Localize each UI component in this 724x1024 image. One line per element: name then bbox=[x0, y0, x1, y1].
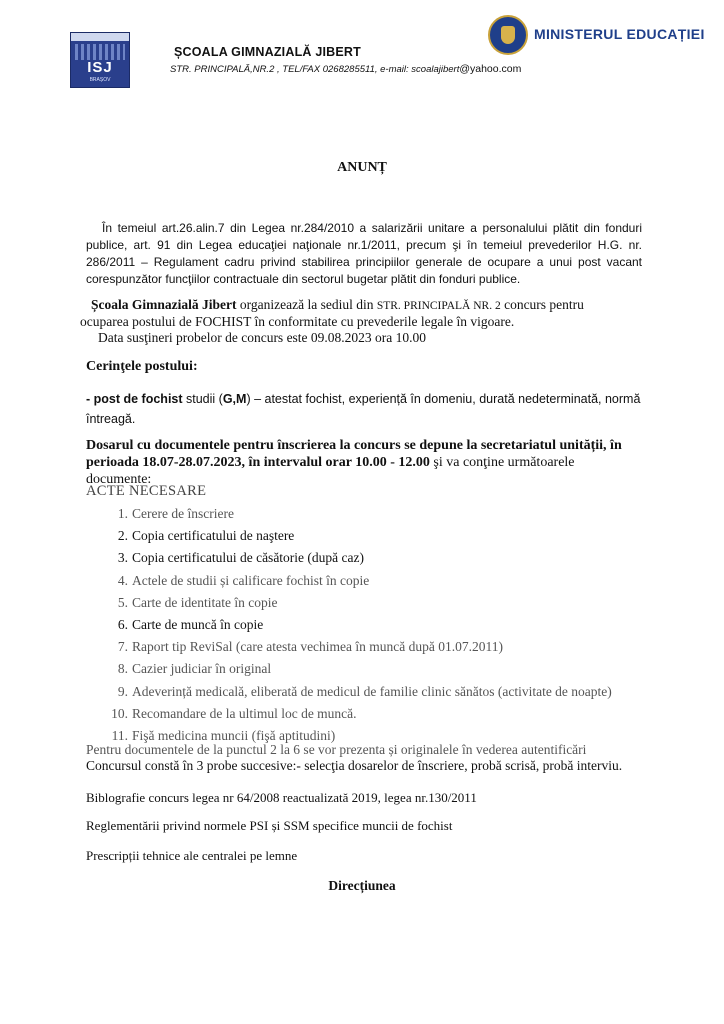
list-item: 3. Copia certificatului de căsătorie (după caz) bbox=[117, 550, 365, 566]
acts-heading: ACTE NECESARE bbox=[86, 483, 207, 499]
regulations: Reglementării privind normele PSI și SSM specifice muncii de fochist bbox=[86, 818, 453, 833]
list-item: 5. Carte de identitate în copie bbox=[117, 594, 278, 610]
school-address bbox=[170, 63, 521, 75]
originals-note: Pentru documentele de la punctul 2 la 6 se vor prezenta și originalele în vederea autentificări bbox=[86, 742, 587, 757]
isj-logo-subtext: BRAȘOV bbox=[89, 77, 111, 83]
dossier-bold-text: Dosarul cu documentele pentru înscrierea la concurs se depune la secretariatul unității, în perioada 18.07-28.07.2023, în intervalul orar 10.00 - 12.00 bbox=[86, 438, 622, 470]
school-address-text: STR. PRINCIPALĂ,NR.2 , TEL/FAX 0268285511, e-mail: scoalajibert bbox=[170, 64, 460, 75]
ministry-emblem-icon bbox=[488, 15, 528, 55]
prescriptions: Prescripții tehnice ale centralei pe lemne bbox=[86, 848, 298, 863]
organizer-school: Școala Gimnazială Jibert bbox=[91, 297, 237, 312]
bibliography: Biblografie concurs legea nr 64/2008 reactualizată 2019, legea nr.130/2011 bbox=[86, 790, 477, 805]
email-domain: @yahoo.com bbox=[459, 63, 522, 75]
organizer-text-2: concurs pentru bbox=[500, 297, 584, 312]
signature-title: Direcțiunea bbox=[328, 878, 396, 893]
list-item: 2. Copia certificatului de naştere bbox=[117, 528, 295, 544]
requirements-heading: Cerinţele postului: bbox=[86, 359, 198, 374]
list-item: 1. Cerere de înscriere bbox=[117, 506, 234, 521]
list-item: 10. Recomandare de la ultimul loc de muncă. bbox=[111, 705, 357, 721]
contest-stages: Concursul constă în 3 probe succesive:- selecţia dosarelor de înscriere, probă scrisă, probă interviu. bbox=[86, 758, 623, 773]
list-item: 6. Carte de muncă în copie bbox=[117, 616, 264, 632]
isj-logo-text: ISJ bbox=[87, 59, 113, 76]
list-item: 7. Raport tip ReviSal (care atesta vechimea în muncă după 01.07.2011) bbox=[117, 639, 504, 655]
list-item: 8. Cazier judiciar în original bbox=[117, 661, 272, 677]
studies-code: G,M bbox=[222, 392, 247, 406]
post-label: - post de fochist bbox=[86, 392, 183, 406]
school-name: ȘCOALA GIMNAZIALĂ JIBERT bbox=[174, 45, 361, 59]
requirement-details: ) – atestat fochist, experiență în domeniu, durată nedeterminată, normă întreagă. bbox=[86, 392, 641, 426]
document-title: ANUNȚ bbox=[337, 160, 387, 175]
list-item: 11. Fişă medicina muncii (fişă aptitudini) bbox=[111, 727, 336, 743]
list-item: 9. Adeverință medicală, eliberată de medicul de familie clinic sănătos (activitate de noapte) bbox=[117, 683, 612, 699]
acts-list bbox=[104, 505, 612, 749]
organizer-paragraph bbox=[80, 297, 640, 329]
dossier-paragraph bbox=[86, 437, 642, 488]
exam-date: Data susţineri probelor de concurs este 09.08.2023 ora 10.00 bbox=[98, 330, 427, 345]
ministry-name: MINISTERUL EDUCAȚIEI bbox=[534, 26, 705, 42]
organizer-street: STR. PRINCIPALĂ NR. 2 bbox=[376, 300, 501, 312]
organizer-line-2: ocuparea postului de FOCHIST în conformitate cu prevederile legale în vigoare. bbox=[80, 314, 515, 329]
legal-basis-paragraph: În temeiul art.26.alin.7 din Legea nr.284/2010 a salarizării unitare a personalului plătit din fonduri publice, art. 91 din Legea educaţiei naţionale nr.1/2011, precum şi în temeiul prevederilor H.G. nr. 286/2011 – Regulament cadru privind stabilirea principiilor generale de ocupare a unui post vacant corespunzător funcţiilor contractuale din sectorul bugetar plătit din fonduri publice. bbox=[86, 221, 642, 286]
studies-text: studii ( bbox=[182, 392, 223, 406]
dossier-normal-text: şi va conţine următoarele documente: bbox=[86, 455, 575, 487]
list-item: 4. Actele de studii și calificare fochist în copie bbox=[117, 572, 370, 588]
requirement-item bbox=[86, 389, 642, 429]
organizer-text-1: organizează la sediul din bbox=[236, 297, 377, 312]
isj-logo bbox=[70, 32, 130, 88]
